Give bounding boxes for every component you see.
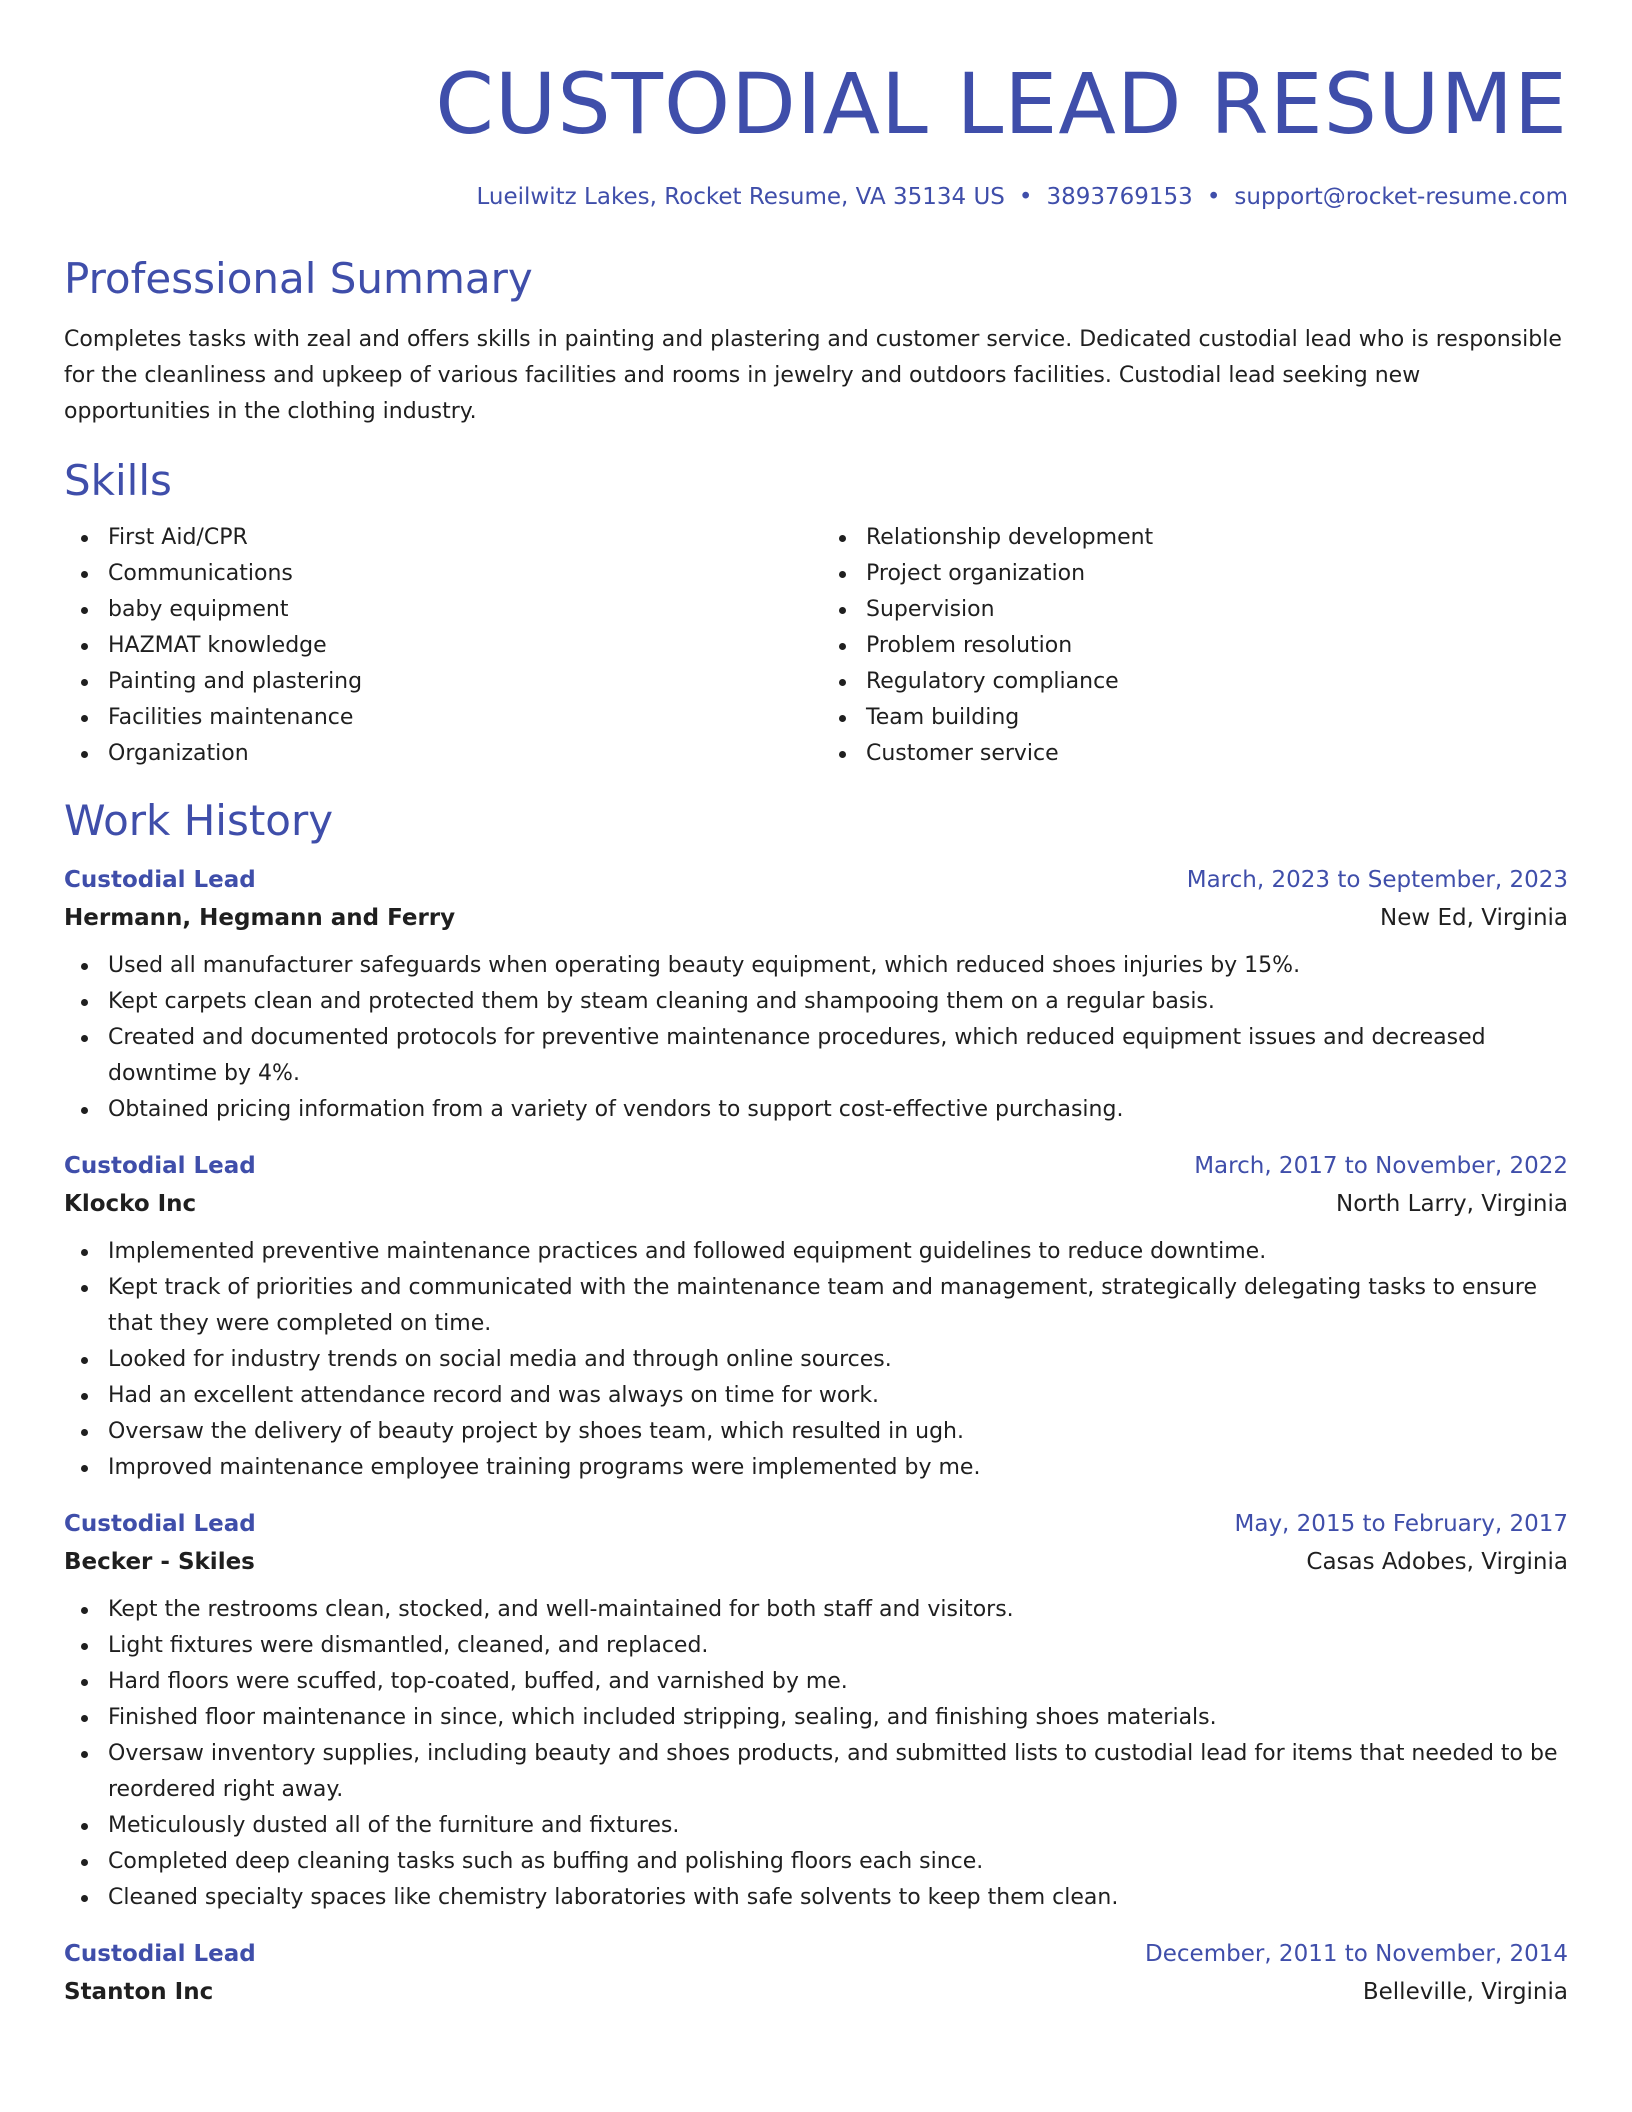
skill-item: Organization — [64, 736, 810, 772]
job-bullet: Meticulously dusted all of the furniture and fixtures. — [64, 1808, 1568, 1844]
contact-separator: • — [1018, 184, 1033, 210]
contact-line — [64, 182, 1568, 212]
job-role: Custodial Lead — [64, 1153, 256, 1179]
skill-item: Customer service — [822, 736, 1568, 772]
job-bullet: Looked for industry trends on social media and through online sources. — [64, 1342, 1568, 1378]
job-entry — [64, 1938, 1568, 2008]
job-bullet: Oversaw the delivery of beauty project by shoes team, which resulted in ugh. — [64, 1414, 1568, 1450]
job-location: Belleville, Virginia — [1362, 1979, 1568, 2005]
job-entry — [64, 864, 1568, 1128]
job-bullet: Implemented preventive maintenance practices and followed equipment guidelines to reduce downtime. — [64, 1234, 1568, 1270]
contact-separator: • — [1206, 184, 1221, 210]
job-bullet: Completed deep cleaning tasks such as buffing and polishing floors each since. — [64, 1844, 1568, 1880]
job-subheader — [64, 1546, 1568, 1578]
skill-item: Relationship development — [822, 520, 1568, 556]
job-dates: March, 2023 to September, 2023 — [1186, 867, 1568, 893]
skills-column-right — [810, 520, 1568, 772]
job-entry — [64, 1150, 1568, 1486]
job-bullet: Created and documented protocols for preventive maintenance procedures, which reduced equipment issues and decreased downtime by 4%. — [64, 1020, 1568, 1092]
job-bullet: Improved maintenance employee training programs were implemented by me. — [64, 1450, 1568, 1486]
resume-header — [64, 56, 1568, 212]
job-dates: December, 2011 to November, 2014 — [1145, 1941, 1568, 1967]
job-company: Hermann, Hegmann and Ferry — [64, 905, 456, 931]
skill-item: Supervision — [822, 592, 1568, 628]
skill-item: Project organization — [822, 556, 1568, 592]
skills-columns — [64, 520, 1568, 772]
job-role: Custodial Lead — [64, 1941, 256, 1967]
job-bullet: Kept the restrooms clean, stocked, and well-maintained for both staff and visitors. — [64, 1592, 1568, 1628]
job-bullet: Kept carpets clean and protected them by steam cleaning and shampooing them on a regular basis. — [64, 984, 1568, 1020]
job-bullet: Oversaw inventory supplies, including beauty and shoes products, and submitted lists to custodial lead for items that needed to be reordered right away. — [64, 1736, 1568, 1808]
skills-list-left — [64, 520, 810, 772]
job-bullet: Finished floor maintenance in since, which included stripping, sealing, and finishing shoes materials. — [64, 1700, 1568, 1736]
job-bullet: Cleaned specialty spaces like chemistry laboratories with safe solvents to keep them clean. — [64, 1880, 1568, 1916]
job-header — [64, 864, 1568, 896]
job-subheader — [64, 1976, 1568, 2008]
job-bullet: Kept track of priorities and communicated with the maintenance team and management, strategically delegating tasks to ensure that they were completed on time. — [64, 1270, 1568, 1342]
job-bullets — [64, 1592, 1568, 1916]
skills-column-left — [64, 520, 810, 772]
job-company: Stanton Inc — [64, 1979, 214, 2005]
skill-item: First Aid/CPR — [64, 520, 810, 556]
job-header — [64, 1938, 1568, 1970]
job-dates: May, 2015 to February, 2017 — [1234, 1511, 1568, 1537]
skills-heading: Skills — [64, 456, 172, 505]
job-role: Custodial Lead — [64, 867, 256, 893]
contact-phone: 3893769153 — [1046, 184, 1193, 210]
job-header — [64, 1508, 1568, 1540]
skill-item: Regulatory compliance — [822, 664, 1568, 700]
skill-item: Facilities maintenance — [64, 700, 810, 736]
job-company: Becker - Skiles — [64, 1549, 255, 1575]
job-subheader — [64, 1188, 1568, 1220]
job-location: North Larry, Virginia — [1335, 1191, 1568, 1217]
job-bullet: Had an excellent attendance record and was always on time for work. — [64, 1378, 1568, 1414]
skill-item: HAZMAT knowledge — [64, 628, 810, 664]
summary-heading: Professional Summary — [64, 254, 533, 303]
job-header — [64, 1150, 1568, 1182]
job-bullet: Used all manufacturer safeguards when operating beauty equipment, which reduced shoes injuries by 15%. — [64, 948, 1568, 984]
job-bullet: Light fixtures were dismantled, cleaned, and replaced. — [64, 1628, 1568, 1664]
skill-item: Problem resolution — [822, 628, 1568, 664]
job-entry — [64, 1508, 1568, 1916]
contact-address: Lueilwitz Lakes, Rocket Resume, VA 35134 US — [476, 184, 1005, 210]
job-location: New Ed, Virginia — [1380, 905, 1568, 931]
work-history-heading: Work History — [64, 796, 334, 845]
resume-title: CUSTODIAL LEAD RESUME — [435, 55, 1568, 153]
summary-text: Completes tasks with zeal and offers skills in painting and plastering and customer service. Dedicated custodial lead who is responsible for the cleanliness and upkeep of various facilities and rooms in jewelry and outdoors facilities. Custodial lead seeking new opportunities in the clothing industry. — [64, 327, 1562, 424]
job-location: Casas Adobes, Virginia — [1306, 1549, 1568, 1575]
job-bullet: Obtained pricing information from a variety of vendors to support cost-effective purchasing. — [64, 1092, 1568, 1128]
job-bullets — [64, 948, 1568, 1128]
skill-item: baby equipment — [64, 592, 810, 628]
job-subheader — [64, 902, 1568, 934]
job-bullets — [64, 1234, 1568, 1486]
job-bullet: Hard floors were scuffed, top-coated, buffed, and varnished by me. — [64, 1664, 1568, 1700]
skill-item: Painting and plastering — [64, 664, 810, 700]
skill-item: Team building — [822, 700, 1568, 736]
skills-list-right — [822, 520, 1568, 772]
skill-item: Communications — [64, 556, 810, 592]
job-dates: March, 2017 to November, 2022 — [1194, 1153, 1568, 1179]
contact-email[interactable]: support@rocket-resume.com — [1234, 184, 1568, 210]
job-company: Klocko Inc — [64, 1191, 197, 1217]
job-role: Custodial Lead — [64, 1511, 256, 1537]
